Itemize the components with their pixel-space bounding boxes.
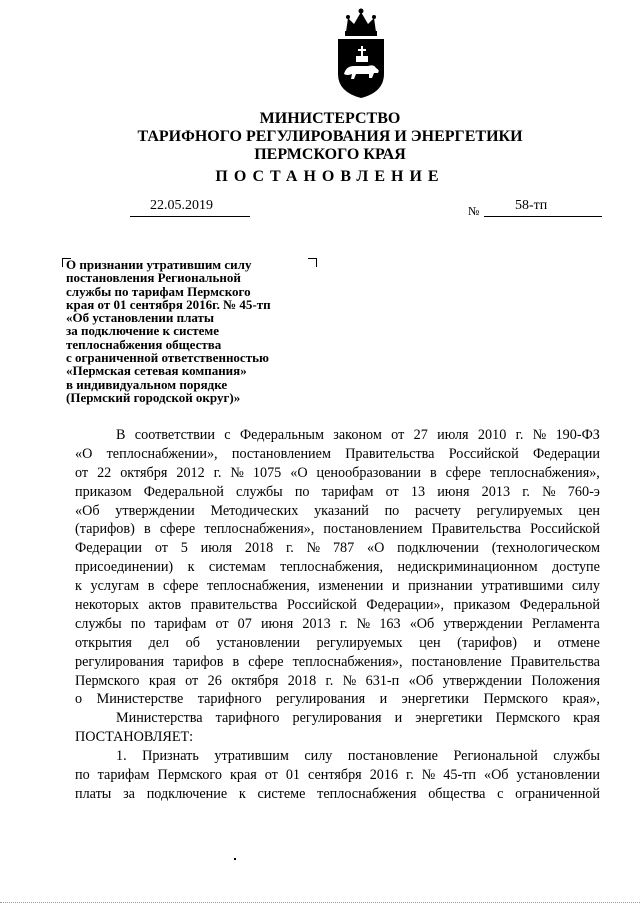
document-type-title: ПОСТАНОВЛЕНИЕ	[215, 168, 445, 185]
page-bottom-rule	[0, 902, 640, 903]
subject-line: постановления Региональной	[66, 270, 241, 286]
perm-krai-coat-of-arms-icon	[332, 6, 390, 100]
body-line: приказом Федеральной службы по тарифам от 13 июня 2013 г. № 760-э	[75, 483, 600, 500]
ministry-name-line1: МИНИСТЕРСТВО	[259, 110, 401, 127]
page-mark	[234, 858, 236, 860]
document-number-label: №	[468, 204, 480, 218]
subject-line: «Об установлении платы	[66, 310, 215, 326]
body-line: от 22 октября 2012 г. № 1075 «О ценообразовании в сфере теплоснабжения»,	[75, 464, 600, 481]
subject-line: с ограниченной ответственностью	[66, 350, 269, 366]
document-number: 58-тп	[515, 198, 548, 213]
date-underline	[130, 216, 250, 217]
subject-line: за подключение к системе	[66, 323, 220, 339]
body-line: «Об утверждении Методических указаний по расчету регулируемых цен	[75, 502, 600, 519]
subject-line: в индивидуальном порядке	[66, 376, 228, 392]
body-line: некоторых актов правительства Российской Федерации», приказом Федеральной	[75, 597, 600, 614]
body-line: регулирования тарифов в сфере теплоснабжения», постановление Правительства	[75, 653, 600, 670]
body-line: ПОСТАНОВЛЯЕТ:	[75, 729, 194, 746]
document-date: 22.05.2019	[150, 198, 213, 213]
subject-line: «Пермская сетевая компания»	[66, 363, 247, 379]
body-line: к услугам в сфере теплоснабжения, изменении и признании утратившими силу	[75, 578, 600, 595]
body-line: платы за подключение к системе теплоснабжения общества с ограниченной	[75, 785, 600, 802]
body-line: службы по тарифам от 07 июня 2013 г. № 163 «Об утверждении Регламента	[75, 615, 600, 632]
subject-line: (Пермский городской округ)»	[66, 389, 241, 405]
body-line: 1. Признать утратившим силу постановление Региональной службы	[116, 748, 600, 765]
document-subject	[66, 258, 326, 404]
body-line: Министерства тарифного регулирования и энергетики Пермского края	[116, 710, 600, 727]
subject-line: теплоснабжения общества	[66, 336, 222, 352]
number-underline	[484, 216, 602, 217]
body-line: Пермского края от 26 октября 2018 г. № 631-п «Об утверждении Положения	[75, 672, 600, 689]
body-line: (тарифов) в сфере теплоснабжения», постановлением Правительства Российской	[75, 521, 600, 538]
body-line: присоединении) к системам теплоснабжения, недискриминационном доступе	[75, 559, 600, 576]
body-line: открытия дел об установлении регулируемых цен (тарифов) и отмене	[75, 634, 600, 651]
body-line: В соответствии с Федеральным законом от 27 июля 2010 г. № 190-ФЗ	[116, 427, 600, 443]
document-body	[75, 426, 600, 804]
ministry-name-line3: ПЕРМСКОГО КРАЯ	[254, 146, 406, 163]
subject-line: О признании утратившим силу	[66, 257, 252, 272]
subject-line: службы по тарифам Пермского	[66, 283, 251, 299]
body-line: Федерации от 5 июля 2018 г. № 787 «О подключении (технологическом	[75, 540, 600, 557]
body-line: «О теплоснабжении», постановлением Правительства Российской Федерации	[75, 445, 600, 462]
body-line: о Министерстве тарифного регулирования и энергетики Пермского края»,	[75, 691, 600, 708]
body-line: по тарифам Пермского края от 01 сентября 2016 г. № 45-тп «Об установлении	[75, 767, 600, 784]
ministry-name-line2: ТАРИФНОГО РЕГУЛИРОВАНИЯ И ЭНЕРГЕТИКИ	[137, 128, 523, 145]
subject-line: края от 01 сентября 2016г. № 45-тп	[66, 296, 271, 312]
